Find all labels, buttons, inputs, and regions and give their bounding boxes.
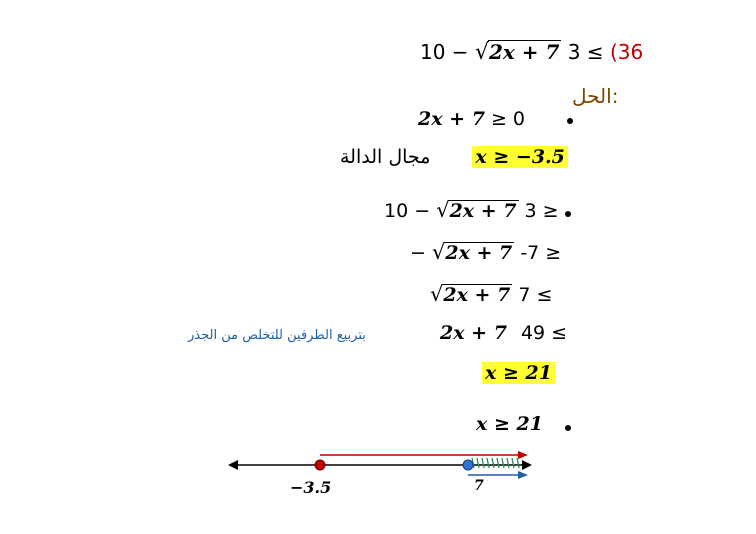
problem-lhs: 10 − [420, 40, 469, 64]
problem-number: (36 [609, 40, 644, 64]
step-1 [384, 198, 559, 222]
bullet [565, 211, 571, 217]
step-2-left: − [410, 242, 426, 264]
step-2-right: -7 ≥ [520, 242, 562, 264]
step-1-right: 3 ≥ [524, 200, 559, 222]
domain-inequality [418, 108, 525, 130]
step-2-radicand: 2x + 7 [445, 242, 513, 264]
problem-line [420, 40, 643, 65]
point-minus-3-5 [315, 460, 325, 470]
axis-right-arrow [522, 460, 532, 470]
point-21 [463, 460, 473, 470]
domain-result-row [340, 146, 568, 168]
final-result: x ≥ 21 [476, 413, 543, 435]
step-1-radicand: 2x + 7 [449, 200, 517, 222]
bullet [567, 118, 573, 124]
radical-sign: √ [431, 240, 446, 264]
radical-sign: √ [430, 282, 444, 306]
domain-result: x ≥ −3.5 [472, 146, 567, 168]
step-5-result: x ≥ 21 [482, 362, 555, 384]
hatch-marks [472, 458, 519, 468]
step-4-note: بتربيع الطرفين للتخلص من الجذر [188, 328, 366, 343]
tick-label-right: 7 [474, 478, 484, 494]
solution-label: الحل: [572, 84, 619, 108]
domain-rhs: ≥ 0 [490, 108, 526, 130]
domain-expr: 2x + 7 [418, 108, 485, 130]
radical-sign: √ [436, 198, 450, 222]
step-4-right: 49 ≤ [520, 322, 568, 344]
step-4 [440, 322, 567, 344]
step-2 [410, 240, 561, 264]
step-3 [430, 282, 552, 306]
step-4-expr: 2x + 7 [440, 322, 507, 344]
radical-sign: √ [474, 40, 489, 65]
solution-ray-arrow [518, 471, 528, 479]
step-3-radicand: 2x + 7 [443, 284, 511, 306]
step-1-left: 10 − [384, 200, 431, 222]
domain-ray-arrow [518, 451, 528, 459]
bullet [565, 425, 571, 431]
problem-rhs: 3 ≤ [567, 40, 604, 64]
tick-label-left: −3.5 [290, 478, 332, 497]
axis-left-arrow [228, 460, 238, 470]
domain-label: مجال الدالة [340, 146, 431, 168]
radicand: 2x + 7 [488, 40, 560, 64]
step-3-right: 7 ≤ [518, 284, 553, 306]
